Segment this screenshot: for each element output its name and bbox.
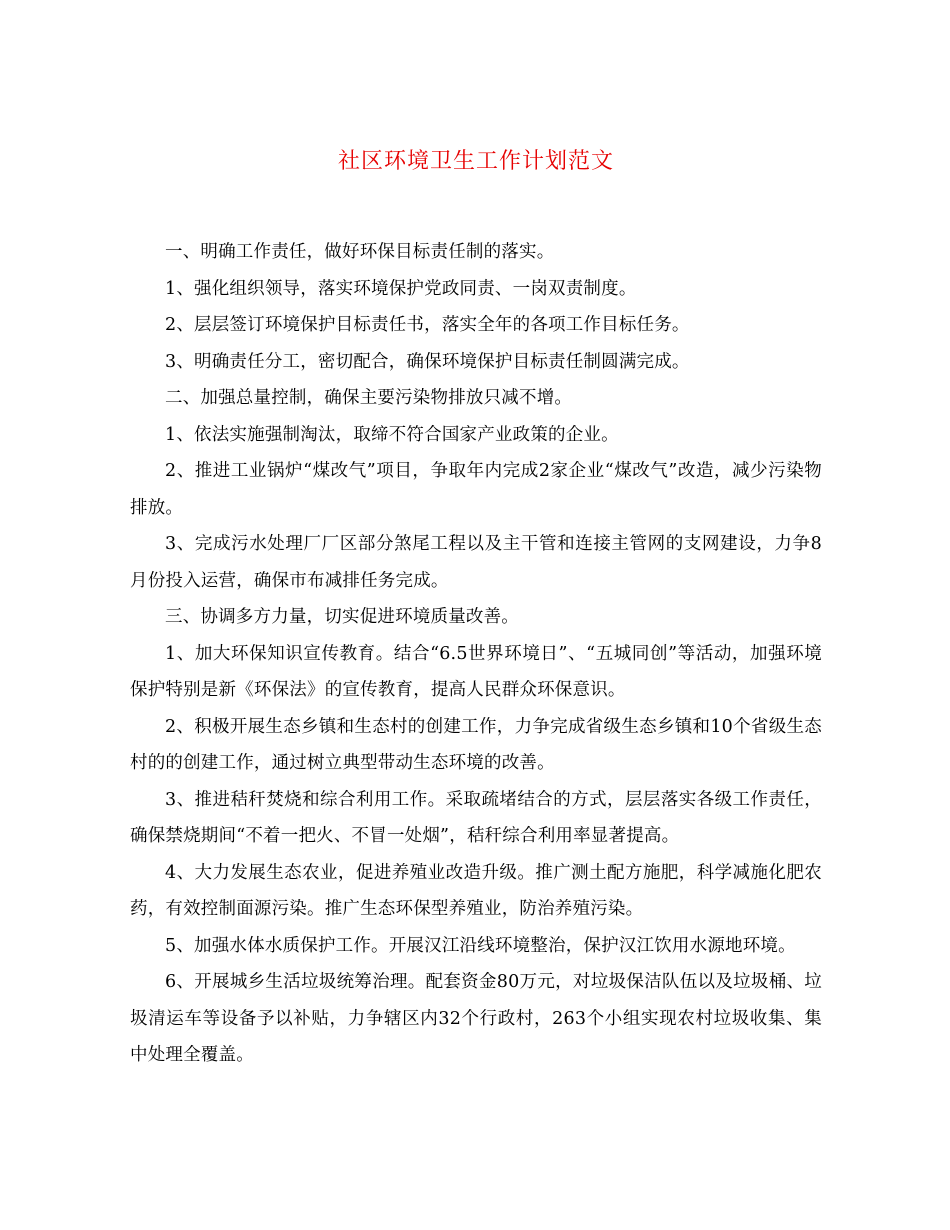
paragraph: 5、加强水体水质保护工作。开展汉江沿线环境整治，保护汉江饮用水源地环境。 [165,935,796,956]
paragraph: 1、依法实施强制淘汰，取缔不符合国家产业政策的企业。 [165,424,619,445]
paragraph: 4、大力发展生态农业，促进养殖业改造升级。推广测土配方施肥，科学减施化肥农药，有效控制面源污染。推广生态环保型养殖业，防治养殖污染。 [130,862,822,919]
paragraph: 1、加大环保知识宣传教育。结合“6.5世界环境日”、“五城同创”等活动，加强环境保护特别是新《环保法》的宣传教育，提高人民群众环保意识。 [130,643,822,700]
paragraph: 3、推进秸秆焚烧和综合利用工作。采取疏堵结合的方式，层层落实各级工作责任，确保禁烧期间“不着一把火、不冒一处烟”，秸秆综合利用率显著提高。 [130,789,822,846]
paragraph: 三、协调多方力量，切实促进环境质量改善。 [165,607,519,627]
paragraph: 3、完成污水处理厂厂区部分煞尾工程以及主干管和连接主管网的支网建设，力争8月份投入运营，确保市布减排任务完成。 [130,534,822,591]
paragraph: 一、明确工作责任，做好环保目标责任制的落实。 [165,242,555,262]
document-title: 社区环境卫生工作计划范文 [337,149,614,174]
paragraph: 3、明确责任分工，密切配合，确保环境保护目标责任制圆满完成。 [165,351,690,372]
paragraph: 2、推进工业锅炉“煤改气”项目，争取年内完成2家企业“煤改气”改造，减少污染物排放。 [130,461,822,518]
paragraph: 6、开展城乡生活垃圾统筹治理。配套资金80万元，对垃圾保洁队伍以及垃圾桶、垃圾清运车等设备予以补贴，力争辖区内32个行政村，263个小组实现农村垃圾收集、集中处理全覆盖。 [130,972,822,1065]
paragraph: 二、加强总量控制，确保主要污染物排放只减不增。 [165,388,573,408]
paragraph: 2、积极开展生态乡镇和生态村的创建工作，力争完成省级生态乡镇和10个省级生态村的的创建工作，通过树立典型带动生态环境的改善。 [130,716,822,773]
paragraph: 1、强化组织领导，落实环境保护党政同责、一岗双责制度。 [165,278,637,299]
document-body [130,234,822,1074]
paragraph: 2、层层签订环境保护目标责任书，落实全年的各项工作目标任务。 [165,315,690,335]
